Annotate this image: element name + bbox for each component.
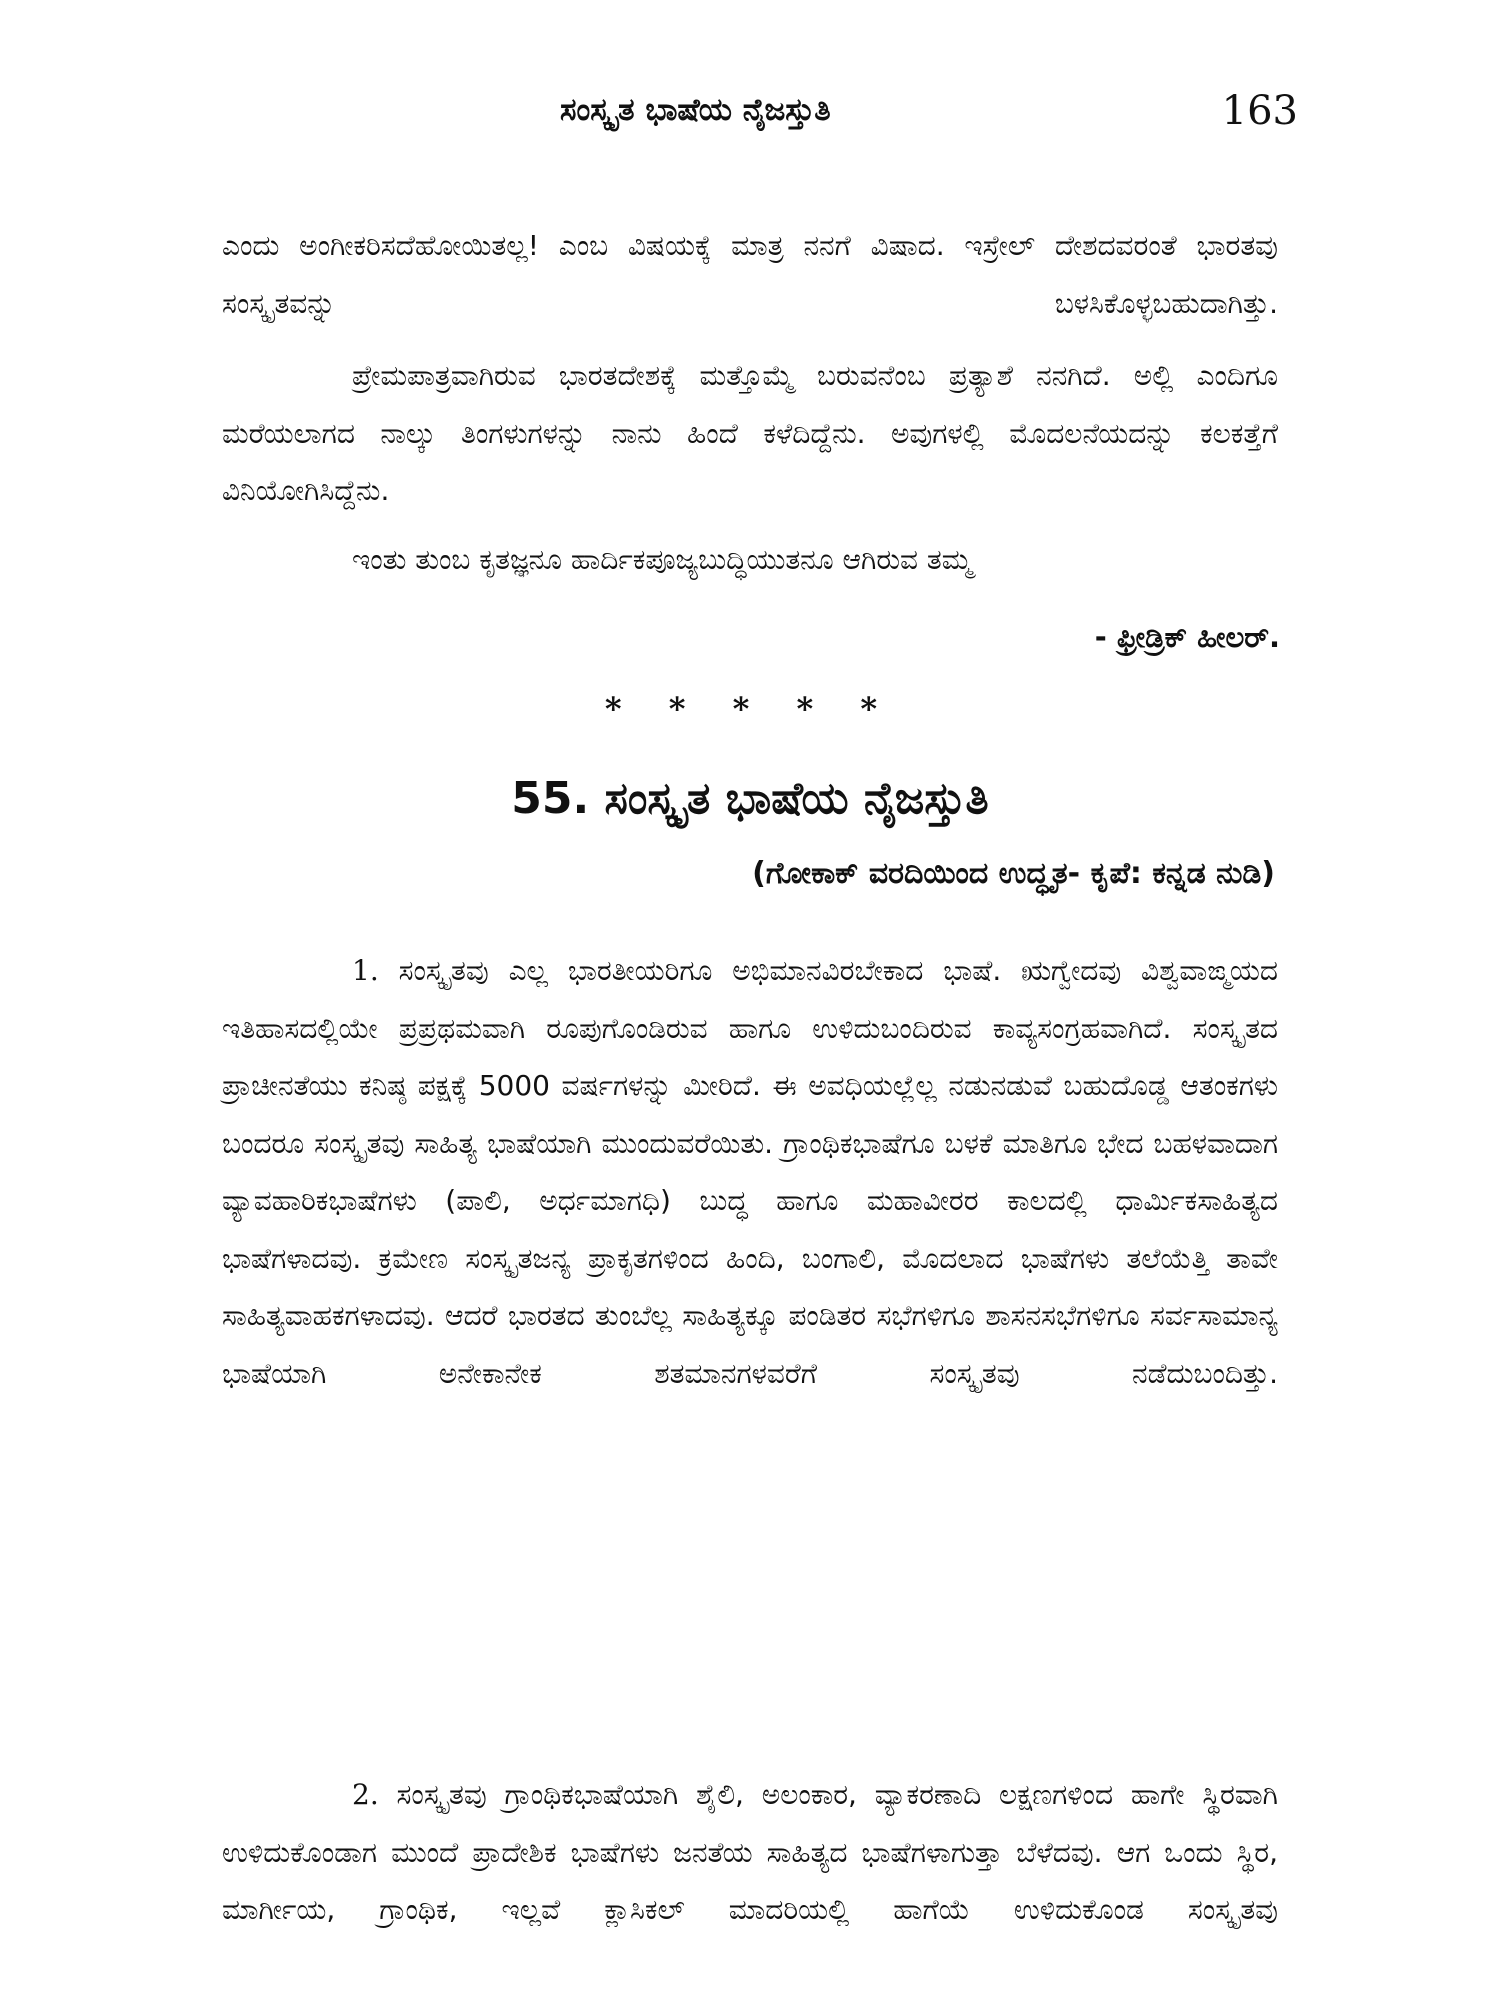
section-title: 55. ಸಂಸ್ಕೃತ ಭಾಷೆಯ ನೈಜಸ್ತುತಿ — [511, 773, 989, 824]
paragraph-text: ಸಂಸ್ಕೃತವು ಗ್ರಾಂಥಿಕಭಾಷೆಯಾಗಿ ಶೈಲಿ, ಅಲಂಕಾರ, ವ್ಯಾಕರಣಾದಿ ಲಕ್ಷಣಗಳಿಂದ ಹಾಗೇ ಸ್ಥಿರವಾಗಿ ಉಳಿದುಕೊಂಡಾಗ ಮುಂದೆ ಪ್ರಾದೇಶಿಕ ಭಾಷೆಗಳು ಜನತೆಯ ಸಾಹಿತ್ಯದ ಭಾಷೆಗಳಾಗುತ್ತಾ ಬೆಳೆದವು. ಆಗ ಒಂದು ಸ್ಥಿರ, ಮಾರ್ಗೀಯ, ಗ್ರಾಂಥಿಕ, ಇಲ್ಲವೆ ಕ್ಲಾಸಿಕಲ್ ಮಾದರಿಯಲ್ಲಿ ಹಾಗೆಯೆ ಉಳಿದುಕೊಂಡ ಸಂಸ್ಕೃತವು — [222, 1778, 1278, 1926]
paragraph-number: 2. — [352, 1778, 379, 1811]
letter-continued-paragraph: ಎಂದು ಅಂಗೀಕರಿಸದೆಹೋಯಿತಲ್ಲ! ಎಂಬ ವಿಷಯಕ್ಕೆ ಮಾತ್ರ ನನಗೆ ವಿಷಾದ. ಇಸ್ರೇಲ್ ದೇಶದವರಂತೆ ಭಾರತವು ಸಂಸ್ಕೃತವನ್ನು ಬಳಸಿಕೊಳ್ಳಬಹುದಾಗಿತ್ತು. — [222, 229, 1278, 320]
letter-closing-line: ಇಂತು ತುಂಬ ಕೃತಜ್ಞನೂ ಹಾರ್ದಿಕಪೂಜ್ಯಬುದ್ಧಿಯುತನೂ ಆಗಿರುವ ತಮ್ಮ — [352, 543, 973, 576]
running-title: ಸಂಸ್ಕೃತ ಭಾಷೆಯ ನೈಜಸ್ತುತಿ — [560, 92, 831, 128]
section-subtitle: (ಗೋಕಾಕ್ ವರದಿಯಿಂದ ಉದ್ಧೃತ- ಕೃಪೆ: ಕನ್ನಡ ನುಡಿ) — [752, 856, 1275, 891]
letter-signature: - ಫ್ರೀಡ್ರಿಕ್ ಹೀಲರ್. — [1094, 620, 1280, 654]
letter-hope-paragraph: ಪ್ರೇಮಪಾತ್ರವಾಗಿರುವ ಭಾರತದೇಶಕ್ಕೆ ಮತ್ತೊಮ್ಮೆ ಬರುವನೆಂಬ ಪ್ರತ್ಯಾಶೆ ನನಗಿದೆ. ಅಲ್ಲಿ ಎಂದಿಗೂ ಮರೆಯಲಾಗದ ನಾಲ್ಕು ತಿಂಗಳುಗಳನ್ನು ನಾನು ಹಿಂದೆ ಕಳೆದಿದ್ದೆನು. ಅವುಗಳಲ್ಲಿ ಮೊದಲನೆಯದನ್ನು ಕಲಕತ್ತೆಗೆ ವಿನಿಯೋಗಿಸಿದ್ದೆನು. — [222, 359, 1278, 507]
paragraph-2 — [222, 1766, 1278, 1939]
paragraph-number: 1. — [352, 954, 379, 987]
paragraph-1 — [222, 942, 1278, 1402]
section-separator: * * * * * — [604, 690, 896, 728]
page-number: 163 — [1221, 88, 1298, 134]
paragraph-text: ಸಂಸ್ಕೃತವು ಎಲ್ಲ ಭಾರತೀಯರಿಗೂ ಅಭಿಮಾನವಿರಬೇಕಾದ ಭಾಷೆ. ಋಗ್ವೇದವು ವಿಶ್ವವಾಙ್ಮಯದ ಇತಿಹಾಸದಲ್ಲಿಯೇ ಪ್ರಪ್ರಥಮವಾಗಿ ರೂಪುಗೊಂಡಿರುವ ಹಾಗೂ ಉಳಿದುಬಂದಿರುವ ಕಾವ್ಯಸಂಗ್ರಹವಾಗಿದೆ. ಸಂಸ್ಕೃತದ ಪ್ರಾಚೀನತೆಯು ಕನಿಷ್ಠ ಪಕ್ಷಕ್ಕೆ 5000 ವರ್ಷಗಳನ್ನು ಮೀರಿದೆ. ಈ ಅವಧಿಯಲ್ಲೆಲ್ಲ ನಡುನಡುವೆ ಬಹುದೊಡ್ಡ ಆತಂಕಗಳು ಬಂದರೂ ಸಂಸ್ಕೃತವು ಸಾಹಿತ್ಯ ಭಾಷೆಯಾಗಿ ಮುಂದುವರೆಯಿತು. ಗ್ರಾಂಥಿಕಭಾಷೆಗೂ ಬಳಕೆ ಮಾತಿಗೂ ಭೇದ ಬಹಳವಾದಾಗ ವ್ಯಾವಹಾರಿಕಭಾಷೆಗಳು (ಪಾಲಿ, ಅರ್ಧಮಾಗಧಿ) ಬುದ್ಧ ಹಾಗೂ ಮಹಾವೀರರ ಕಾಲದಲ್ಲಿ ಧಾರ್ಮಿಕಸಾಹಿತ್ಯದ ಭಾಷೆಗಳಾದವು. ಕ್ರಮೇಣ ಸಂಸ್ಕೃತಜನ್ಯ ಪ್ರಾಕೃತಗಳಿಂದ ಹಿಂದಿ, ಬಂಗಾಲಿ, ಮೊದಲಾದ ಭಾಷೆಗಳು ತಲೆಯೆತ್ತಿ ತಾವೇ ಸಾಹಿತ್ಯವಾಹಕಗಳಾದವು. ಆದರೆ ಭಾರತದ ತುಂಬೆಲ್ಲ ಸಾಹಿತ್ಯಕ್ಕೂ ಪಂಡಿತರ ಸಭೆಗಳಿಗೂ ಶಾಸನಸಭೆಗಳಿಗೂ ಸರ್ವಸಾಮಾನ್ಯ ಭಾಷೆಯಾಗಿ ಅನೇಕಾನೇಕ ಶತಮಾನಗಳವರೆಗೆ ಸಂಸ್ಕೃತವು ನಡೆದುಬಂದಿತ್ತು. — [222, 954, 1278, 1390]
